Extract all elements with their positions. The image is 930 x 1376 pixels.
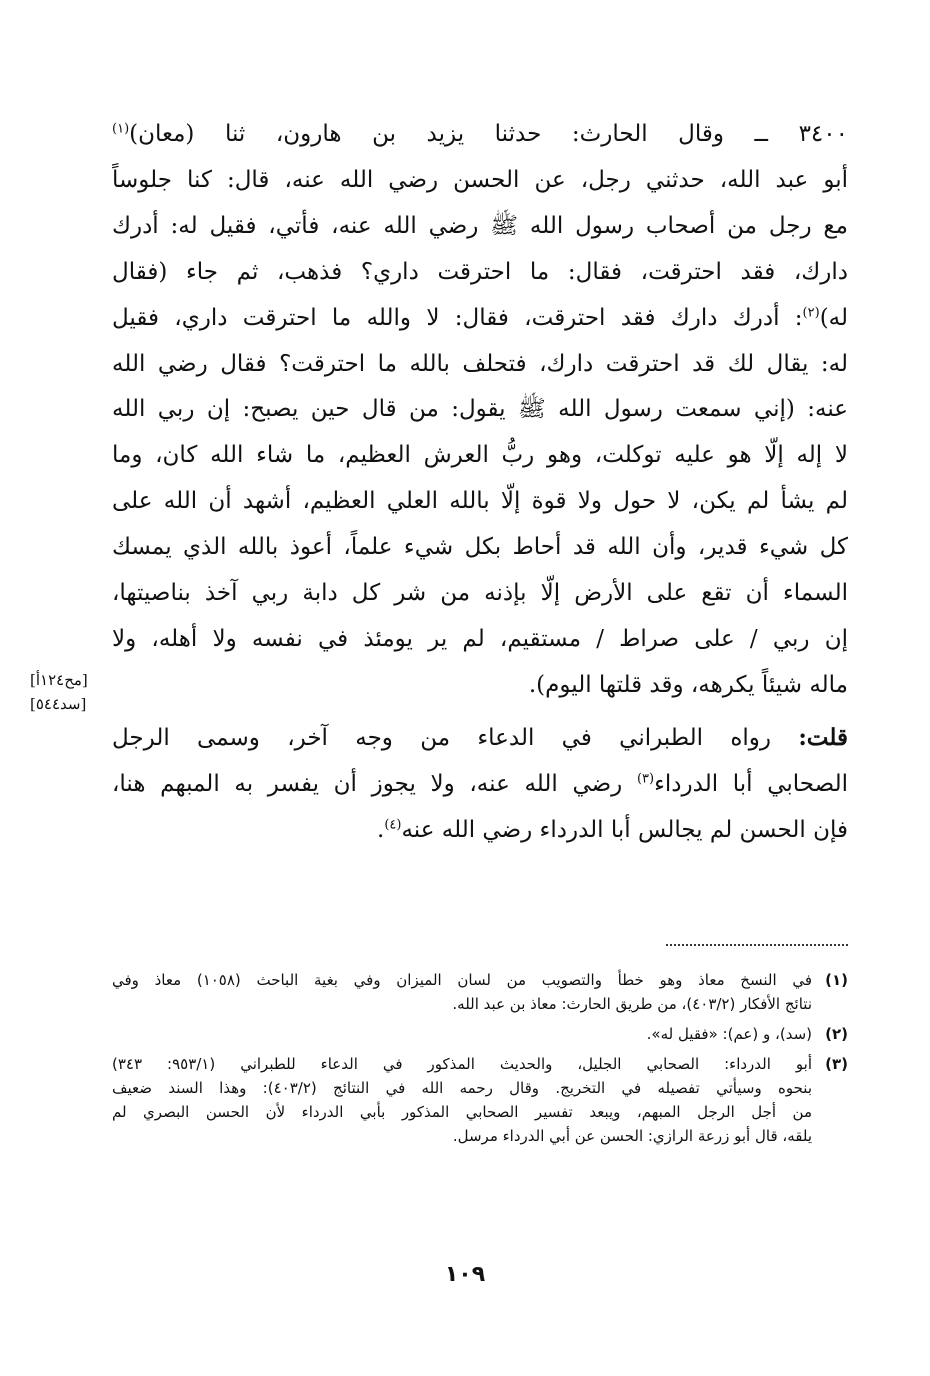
comment-label: قلت: <box>798 723 848 751</box>
footnote <box>112 1052 848 1148</box>
margin-note-manuscript: [سد٥٤٤] <box>30 695 87 713</box>
footnote-text: (سد)، و (عم): «فقيل له». <box>646 1025 812 1043</box>
footnote-ref[interactable]: (٤) <box>384 816 402 832</box>
text-line: ٣٤٠٠ ــ وقال الحارث: حدثنا يزيد بن هارون، ثنا (معان)$^{(١)}$ <box>112 121 848 147</box>
text-line: له)$^{(٢)}$: أدرك دارك فقد احترقت، فقال: لا والله ما احترقت داري، فقيل <box>112 304 848 331</box>
margin-note-manuscript: [مح١٢٤أ] <box>30 671 88 689</box>
footnote-ref[interactable]: (١) <box>112 121 130 137</box>
text-line: مع رجل من أصحاب رسول الله ﷺ رضي الله عنه، فأتي، فقيل له: أدرك <box>112 212 848 239</box>
text-line: عنه: (إني سمعت رسول الله ﷺ يقول: من قال حين يصبح: إن ربي الله <box>112 396 848 423</box>
text-line: كل شيء قدير، وأن الله قد أحاط بكل شيء علماً، أعوذ بالله الذي يمسك <box>112 534 849 561</box>
text-line: أبو عبد الله، حدثني رجل، عن الحسن رضي الله عنه، قال: كنا جلوساً <box>112 166 848 193</box>
footnote-text: في النسخ معاذ وهو خطأ والتصويب من لسان الميزان وفي بغية الباحث (١٠٥٨) معاذ وفي نتائج الأفكار (٤٠٣/٢)، من طريق الحارث: معاذ بن عبد الله. <box>112 971 812 1013</box>
text-line: قلت: رواه الطبراني في الدعاء من وجه آخر، وسمى الرجل <box>112 723 848 751</box>
text-line: السماء أن تقع على الأرض إلّا بإذنه من شر كل دابة ربي آخذ بناصيتها، <box>112 580 848 607</box>
text-line: له: يقال لك قد احترقت دارك، فتحلف بالله ما احترقت؟ فقال رضي الله <box>112 350 848 377</box>
footnote-number: (٣) <box>825 1055 848 1073</box>
hadith-paragraph <box>112 112 848 709</box>
footnote <box>112 1022 848 1046</box>
text-line: الصحابي أبا الدرداء$^{(٣)}$ رضي الله عنه، ولا يجوز أن يفسر به المبهم هنا، <box>112 770 848 797</box>
footnote-text: أبو الدرداء: الصحابي الجليل، والحديث المذكور في الدعاء للطبراني (٩٥٣/١: ٣٤٣) بنحوه وسيأتي تفصيله في التخريج. وقال رحمه الله في النتائج (٤٠٣/٢): وهذا السند ضعيف من أجل الرجل المبهم، ويبعد تفسير الصحابي المذكور بأبي الدرداء لأن الحسن البصري لم يلقه، قال أبو زرعة الرازي: الحسن عن أبي الدرداء مرسل. <box>112 1055 813 1145</box>
text-line: ماله شيئاً يكرهه، وقد قلتها اليوم). <box>528 671 848 698</box>
text-line: دارك، فقد احترقت، فقال: ما احترقت داري؟ فذهب، ثم جاء (فقال <box>112 258 848 285</box>
footnote-divider <box>666 944 848 948</box>
footnote-number: (٢) <box>825 1025 848 1043</box>
footnotes <box>112 968 848 1154</box>
text-line: إن ربي / على صراط / مستقيم، لم ير يومئذ في نفسه ولا أهله، ولا <box>112 625 848 652</box>
page-number: ١٠٩ <box>444 1262 486 1287</box>
text-line: لم يشأ لم يكن، لا حول ولا قوة إلّا بالله العلي العظيم، أشهد أن الله على <box>112 488 848 515</box>
footnote-ref[interactable]: (٢) <box>802 304 820 320</box>
text-line: لا إله إلّا هو عليه توكلت، وهو ربُّ العرش العظيم، ما شاء الله كان، وما <box>112 442 848 469</box>
footnote-ref[interactable]: (٣) <box>636 771 655 787</box>
text-line: فإن الحسن لم يجالس أبا الدرداء رضي الله عنه$^{(٤)}$. <box>377 816 848 843</box>
footnote <box>112 968 848 1016</box>
main-text <box>112 112 848 854</box>
comment-paragraph <box>112 715 848 854</box>
footnote-number: (١) <box>825 971 848 989</box>
